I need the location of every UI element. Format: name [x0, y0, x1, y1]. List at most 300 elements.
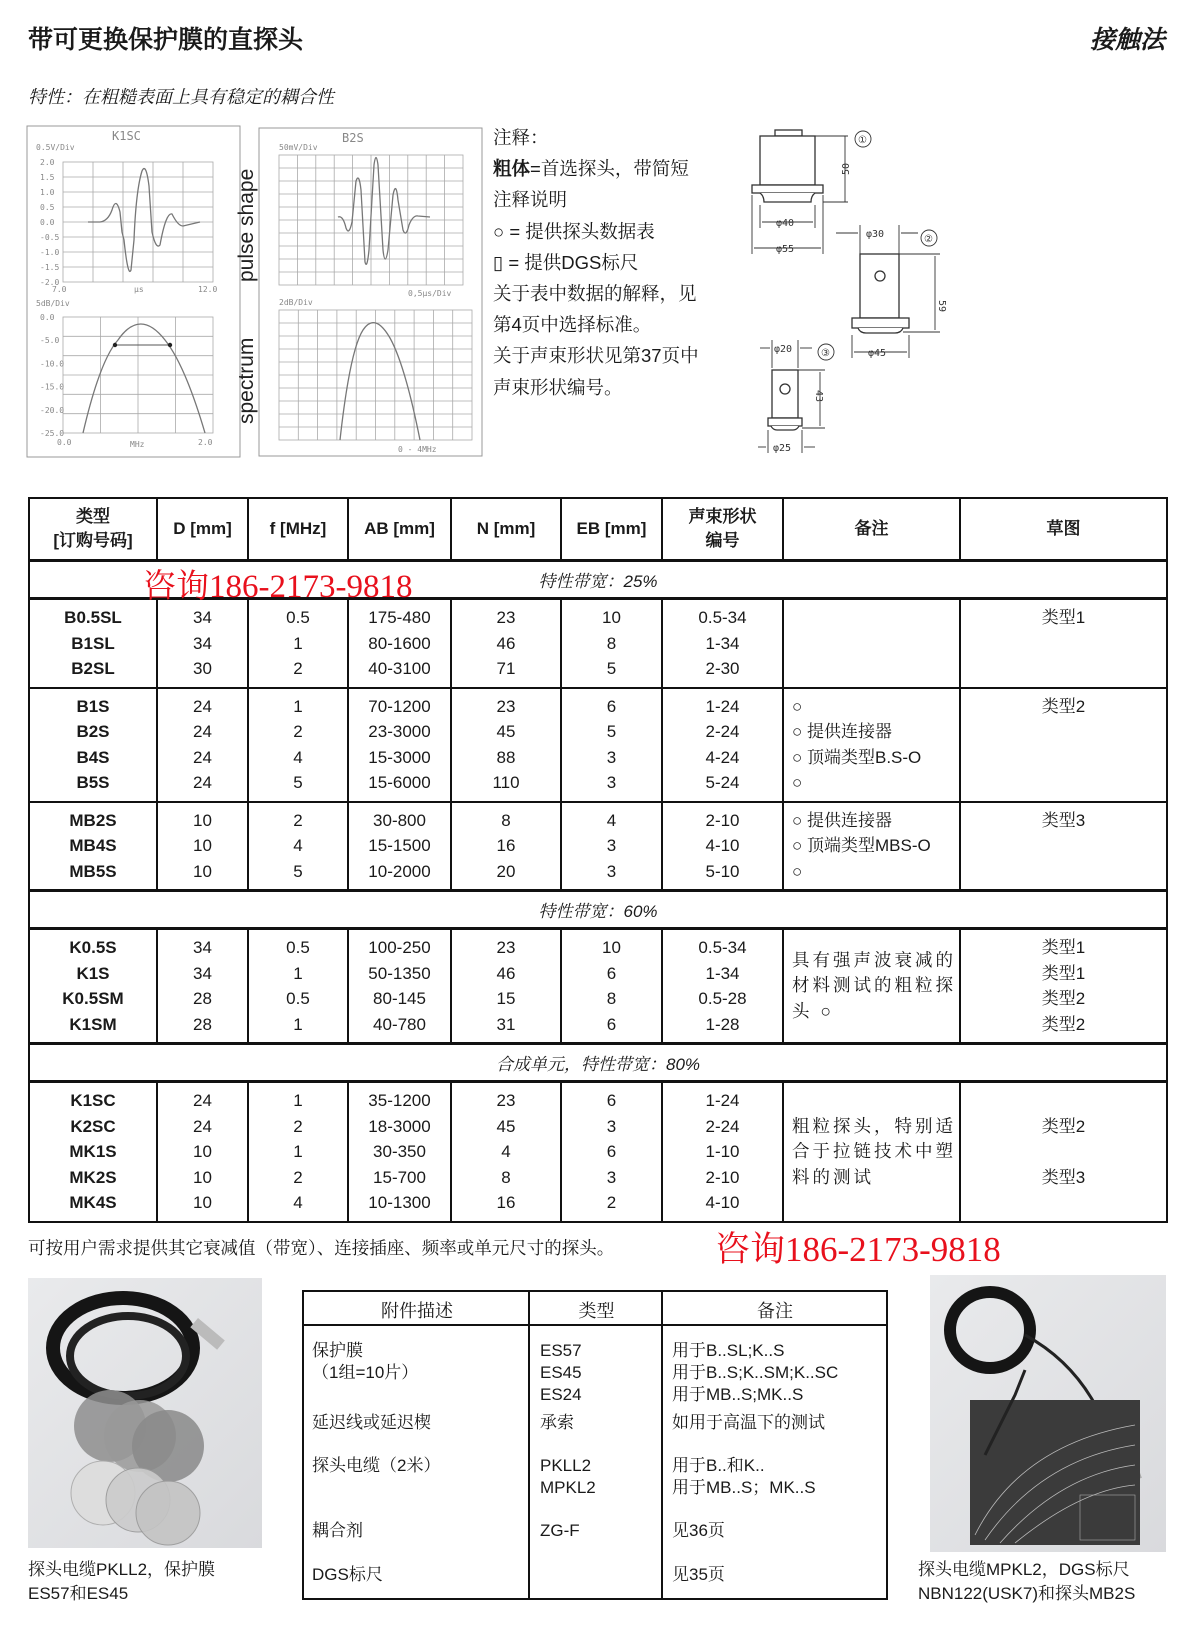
tick-label: -5.0	[40, 336, 60, 346]
accessory-text: 如用于高温下的测试	[672, 1413, 825, 1432]
spec-value: 10-2000	[368, 861, 431, 881]
spec-value: 28	[193, 989, 212, 1008]
photo-cable-and-membranes	[28, 1278, 262, 1548]
contact-watermark: 咨询186-2173-9818	[143, 569, 413, 605]
spec-value: 4	[293, 1193, 303, 1212]
accessory-type	[540, 1455, 596, 1499]
spec-value: 28	[193, 1014, 212, 1034]
accessory-text: 用于B..S;K..SM;K..SC	[672, 1363, 839, 1382]
column-header	[561, 498, 662, 561]
spec-value: 23	[496, 608, 516, 627]
probe-type1-body	[760, 136, 815, 185]
probe-model: B0.5SL	[64, 608, 122, 627]
tick-label: -15.0	[40, 382, 65, 392]
notes-bold-key: 粗体	[493, 158, 531, 180]
spec-value: 2	[293, 1167, 303, 1187]
tick-label: 7.0	[52, 285, 67, 294]
sketch-type: 类型1	[1041, 608, 1086, 627]
spec-value: 2-24	[705, 1116, 740, 1136]
notes-text: =首选探头，带简短	[530, 158, 689, 180]
spec-value: 6	[606, 963, 617, 983]
spec-value: 35-1200	[368, 1091, 431, 1110]
probe-group	[29, 599, 1167, 688]
spec-value: 10	[602, 608, 621, 627]
accessory-text: 用于MB..S;MK..S	[672, 1385, 804, 1404]
spec-value: 10	[193, 861, 212, 881]
column-header-label: EB [mm]	[576, 519, 647, 538]
spec-value: 23	[496, 1091, 516, 1110]
accessory-desc	[312, 1412, 431, 1434]
caption-line: 探头电缆PKLL2，保护膜	[28, 1560, 216, 1579]
photo-cable-and-dgs-scale	[930, 1275, 1166, 1552]
accessory-desc	[312, 1340, 418, 1384]
sketch-cell	[960, 688, 1167, 802]
spec-value: 4	[293, 747, 303, 767]
spec-value: 10	[193, 836, 212, 855]
sketch-type: 类型3	[1041, 810, 1086, 830]
callout-2: ②	[924, 234, 933, 245]
column-header-label: AB [mm]	[364, 519, 435, 538]
tick-label: -1.5	[40, 263, 60, 272]
spec-value: 0.5	[286, 608, 310, 627]
probe-group	[29, 688, 1167, 802]
spec-value: 2	[293, 659, 303, 678]
probe-spec-table	[28, 497, 1168, 1223]
spec-value: 31	[496, 1014, 516, 1034]
chart-right-bottom-unit: 2dB/Div	[279, 298, 313, 307]
notes-text: 注释说明	[493, 189, 568, 211]
tick-label: -1.0	[40, 248, 60, 257]
spec-value: 5-24	[705, 773, 740, 792]
callout-1: ①	[858, 135, 867, 146]
spec-value: 1-34	[705, 963, 740, 983]
spec-value: 0.5-34	[698, 608, 747, 627]
divider	[528, 1292, 530, 1598]
chart-left-title: K1SC	[112, 129, 141, 143]
remarks-text: 具有强声波衰减的材料测试的粗粒探头 ○	[792, 949, 956, 1021]
probe-model: MB4S	[69, 836, 117, 855]
accessory-note	[672, 1455, 816, 1499]
spec-value: 1	[293, 696, 303, 716]
chart-right-freq-range: 0 - 4MHz	[398, 445, 437, 454]
spec-value: 0.5	[286, 938, 310, 957]
sketch-cell	[960, 599, 1167, 688]
remarks-cell	[783, 802, 960, 891]
remarks-text: ○	[792, 696, 803, 716]
spec-value: 40-780	[373, 1014, 426, 1034]
probe-model: K1SM	[69, 1014, 117, 1034]
spec-value: 2-10	[705, 1167, 740, 1187]
tick-label: 0.0	[40, 218, 55, 227]
spec-value: 15-3000	[368, 747, 431, 767]
tick-label: 2.0	[198, 438, 213, 447]
spec-value: 4-10	[705, 836, 740, 855]
chart-left-bandwidth-marker	[168, 343, 172, 347]
tick-label: μs	[134, 285, 144, 294]
accessory-text: ES57	[540, 1341, 582, 1360]
band-label: 特性带宽：25%	[538, 572, 658, 591]
tick-label: MHz	[130, 440, 145, 449]
spec-value: 0.5-34	[698, 938, 747, 957]
sketch-type: 类型1	[1041, 963, 1086, 983]
spec-value: 45	[496, 722, 516, 741]
column-header	[29, 498, 157, 561]
sketch-cell	[960, 802, 1167, 891]
remarks-cell	[783, 929, 960, 1044]
spec-value: 1	[293, 963, 303, 983]
accessory-text: 用于B..SL;K..S	[672, 1341, 785, 1360]
spec-value: 24	[193, 696, 212, 716]
spec-value: 4	[606, 810, 617, 830]
chart-right-pulse-curve	[338, 158, 430, 265]
spec-value: 80-145	[373, 989, 426, 1008]
spec-value: 30-350	[373, 1142, 426, 1161]
accessory-text: DGS标尺	[312, 1565, 383, 1584]
remarks-text: 粗粒探头，特别适合于拉链技术中塑料的测试	[792, 1115, 956, 1187]
tick-label: -2.0	[40, 278, 60, 287]
subtitle: 特性：在粗糙表面上具有稳定的耦合性	[28, 87, 334, 107]
spec-value: 3	[606, 861, 617, 881]
spec-value: 2	[293, 810, 303, 830]
dim-label: φ45	[868, 348, 887, 359]
sketch-type	[961, 1139, 1166, 1165]
tick-label: -20.0	[40, 405, 65, 415]
spec-value: 34	[193, 938, 212, 957]
spec-value: 3	[606, 747, 617, 767]
accessory-desc	[312, 1520, 363, 1542]
spec-value: 2-10	[705, 810, 740, 830]
spec-value: 16	[496, 836, 516, 855]
spec-value: 2	[606, 1193, 617, 1212]
column-header	[451, 498, 561, 561]
tick-label: 1.0	[40, 188, 55, 197]
accessory-text: 承索	[540, 1413, 574, 1432]
remarks-text: ○	[792, 861, 803, 881]
accessory-note	[672, 1564, 725, 1586]
probe-model: MK1S	[69, 1142, 117, 1161]
spec-value: 30	[193, 659, 212, 678]
spec-value: 5	[606, 722, 617, 741]
sketch-cell	[960, 1082, 1167, 1222]
accessory-text: ES24	[540, 1385, 582, 1404]
chart-left-spectrum-curve	[83, 324, 205, 433]
sketch-type: 类型2	[1041, 696, 1086, 716]
notes-text: 声束形状编号。	[493, 376, 623, 398]
probe-model: B2S	[76, 722, 110, 741]
accessory-type	[540, 1340, 582, 1406]
spec-value: 3	[606, 836, 617, 855]
dim-label: 59	[936, 300, 947, 313]
spec-value: 10	[193, 810, 212, 830]
remarks-cell	[783, 688, 960, 802]
col-header-desc: 附件描述	[381, 1301, 453, 1321]
spec-value: 10-1300	[368, 1193, 431, 1212]
tick-label: 0.0	[57, 438, 72, 447]
tick-label: -0.5	[40, 233, 60, 242]
pulse-spectrum-charts	[0, 110, 500, 470]
tick-label: 0.0	[40, 313, 55, 322]
column-header	[783, 498, 960, 561]
sketch-type: 类型2	[1041, 989, 1086, 1008]
spec-value: 8	[501, 810, 511, 830]
spec-value: 24	[193, 747, 212, 767]
column-header-label: f [MHz]	[269, 519, 327, 538]
spec-value: 6	[606, 1142, 617, 1161]
spec-value: 3	[606, 773, 617, 792]
notes-heading: 注释：	[493, 127, 549, 148]
spec-value: 24	[193, 1116, 212, 1136]
accessory-text: 耦合剂	[312, 1521, 363, 1540]
spec-value: 50-1350	[368, 963, 431, 983]
spectrum-label: spectrum	[235, 337, 258, 424]
accessory-note	[672, 1412, 825, 1434]
accessory-text: MPKL2	[540, 1478, 596, 1497]
spec-value: 34	[193, 963, 212, 983]
spec-value: 1-34	[705, 633, 740, 653]
spec-value: 16	[496, 1193, 516, 1212]
dim-label: φ20	[774, 344, 793, 355]
band-label: 合成单元，特性带宽：80%	[495, 1055, 701, 1074]
accessory-text: ES45	[540, 1363, 582, 1382]
probe-model: K1SC	[70, 1091, 116, 1110]
spec-value: 18-3000	[368, 1116, 431, 1136]
accessories-table	[302, 1290, 888, 1600]
spec-value: 6	[606, 696, 617, 716]
column-header-label: D [mm]	[173, 519, 232, 538]
dim-label: 50	[841, 162, 852, 175]
notes-text: 关于表中数据的解释，见	[493, 283, 697, 305]
spec-value: 23	[496, 696, 516, 716]
probe-model: K2SC	[70, 1116, 116, 1136]
spec-value: 110	[492, 773, 520, 792]
tick-label: -10.0	[40, 359, 65, 369]
spec-value: 46	[496, 633, 516, 653]
probe-model: MB2S	[69, 810, 117, 830]
spec-value: 175-480	[368, 608, 431, 627]
custom-probe-note: 可按用户需求提供其它衰减值（带宽）、连接插座、频率或单元尺寸的探头。	[28, 1238, 615, 1258]
column-header	[348, 498, 451, 561]
accessory-text: 见35页	[672, 1565, 725, 1584]
spec-value: 45	[496, 1116, 516, 1136]
spec-value: 5	[606, 659, 617, 678]
probe-model: B1SL	[71, 633, 115, 653]
spec-value: 15-700	[373, 1167, 426, 1187]
column-header-label: 备注	[854, 519, 889, 538]
spec-value: 1	[293, 1142, 303, 1161]
probe-model: MB5S	[69, 861, 117, 881]
spec-value: 1	[293, 1014, 303, 1034]
accessory-text: （1组=10片）	[312, 1363, 419, 1382]
probe-dimension-drawings	[700, 110, 960, 460]
probe-model: K0.5S	[69, 938, 117, 957]
probe-model: K1S	[76, 963, 110, 983]
accessory-text: 保护膜	[312, 1341, 363, 1360]
contact-watermark: 咨询186-2173-9818	[715, 1230, 1001, 1269]
col-header-note: 备注	[757, 1301, 793, 1321]
spec-value: 4-10	[705, 1193, 740, 1212]
chart-right-spectrum-curve	[340, 323, 420, 440]
caption-line: 探头电缆MPKL2，DGS标尺	[918, 1560, 1130, 1579]
spec-value: 4-24	[705, 747, 740, 767]
tick-label: -25.0	[40, 429, 65, 438]
accessory-note	[672, 1340, 838, 1406]
spec-value: 46	[496, 963, 516, 983]
bandwidth-band-row	[29, 561, 1167, 599]
probe-model: K0.5SM	[62, 989, 124, 1008]
probe-group	[29, 802, 1167, 891]
column-header	[960, 498, 1167, 561]
column-header-label: 草图	[1046, 519, 1081, 538]
sketch-type: 类型2	[1041, 1116, 1086, 1136]
pulse-shape-label: pulse shape	[235, 168, 258, 282]
probe-model: B1S	[76, 696, 110, 716]
spec-value: 3	[606, 1116, 617, 1136]
chart-right-title: B2S	[342, 131, 364, 145]
spec-value: 80-1600	[368, 633, 431, 653]
probe-model: MK2S	[69, 1167, 117, 1187]
tick-label: 1.5	[40, 173, 55, 182]
sketch-type: 类型3	[1041, 1167, 1086, 1187]
probe-model: B5S	[76, 773, 110, 792]
spec-value: 88	[496, 747, 516, 767]
spec-value: 23	[496, 938, 516, 957]
spec-value: 34	[193, 608, 212, 627]
callout-3: ③	[821, 348, 830, 359]
spec-value: 0.5-28	[698, 989, 747, 1008]
spec-value: 3	[606, 1167, 617, 1187]
accessory-type	[540, 1520, 580, 1542]
accessory-text: 探头电缆（2米）	[312, 1456, 441, 1475]
spec-value: 2	[293, 1116, 303, 1136]
spec-value: 5-10	[705, 861, 740, 881]
spec-value: 15	[496, 989, 516, 1008]
band-label: 特性带宽：60%	[538, 902, 658, 921]
spec-value: 5	[293, 861, 303, 881]
spec-value: 2-30	[705, 659, 740, 678]
spec-value: 15-1500	[368, 836, 431, 855]
remarks-text: ○ 顶端类型MBS-O	[792, 836, 931, 855]
page-title: 带可更换保护膜的直探头	[28, 26, 304, 54]
sketch-cell	[960, 929, 1167, 1044]
chart-right-top-unit: 50mV/Div	[279, 143, 318, 152]
spec-value: 24	[193, 773, 212, 792]
dim-label: φ55	[776, 244, 795, 255]
spec-value: 1-24	[705, 1091, 740, 1110]
spec-value: 8	[606, 989, 617, 1008]
remarks-text: ○	[792, 773, 803, 792]
col-header-type: 类型	[578, 1301, 615, 1321]
spec-value: 100-250	[368, 938, 431, 957]
column-header	[248, 498, 348, 561]
remarks-text: ○ 顶端类型B.S-O	[792, 747, 922, 767]
spec-value: 2-24	[705, 722, 740, 741]
accessory-text: 用于B..和K..	[672, 1456, 765, 1475]
spec-value: 10	[193, 1142, 212, 1161]
chart-left-top-unit: 0.5V/Div	[36, 143, 75, 152]
spec-value: 1-10	[705, 1142, 740, 1161]
remarks-text: ○ 提供连接器	[792, 722, 892, 741]
sketch-type	[961, 1088, 1166, 1114]
spec-value: 10	[193, 1193, 212, 1212]
notes-text: 关于声束形状见第37页中	[493, 345, 699, 367]
accessory-desc	[312, 1564, 383, 1586]
accessories-header	[304, 1292, 886, 1326]
spec-value: 24	[193, 722, 212, 741]
right-photo-caption	[918, 1558, 1135, 1606]
left-photo-caption	[28, 1558, 215, 1606]
spec-value: 10	[193, 1167, 212, 1187]
bandwidth-band-row	[29, 1044, 1167, 1082]
column-header	[157, 498, 248, 561]
spec-value: 1	[293, 633, 303, 653]
dim-label: 43	[813, 390, 824, 403]
notes-text: ▯ = 提供DGS标尺	[493, 251, 639, 273]
tick-label: 0.5	[40, 203, 55, 212]
probe-group	[29, 1082, 1167, 1222]
dgs-scale-card	[970, 1400, 1140, 1545]
divider	[661, 1292, 663, 1598]
caption-line: ES57和ES45	[28, 1584, 129, 1603]
sketch-type: 类型1	[1041, 938, 1086, 957]
spec-value: 8	[606, 633, 617, 653]
accessory-text: 延迟线或延迟楔	[312, 1413, 431, 1432]
spec-value: 1-28	[705, 1014, 740, 1034]
dim-label: φ40	[776, 218, 795, 229]
chart-right-time-scale: 0,5μs/Div	[408, 289, 452, 298]
spec-value: 1	[293, 1091, 303, 1110]
spec-value: 70-1200	[368, 696, 431, 716]
notes-panel	[493, 122, 699, 403]
spec-value: 10	[602, 938, 621, 957]
accessory-text: 见36页	[672, 1521, 725, 1540]
spec-value: 2	[293, 722, 303, 741]
spec-value: 1-24	[705, 696, 740, 716]
tick-label: 12.0	[198, 285, 218, 294]
sketch-type: 类型2	[1041, 1014, 1086, 1034]
remarks-text: ○ 提供连接器	[792, 810, 892, 830]
probe-type2-body	[860, 254, 899, 318]
caption-line: NBN122(USK7)和探头MB2S	[918, 1584, 1136, 1603]
notes-text: 第4页中选择标准。	[493, 314, 652, 336]
spec-value: 4	[293, 836, 303, 855]
spec-value: 40-3100	[368, 659, 431, 678]
column-header	[662, 498, 783, 561]
tick-label: 2.0	[40, 158, 55, 167]
accessory-text: 用于MB..S；MK..S	[672, 1478, 816, 1497]
spec-value: 15-6000	[368, 773, 431, 792]
spec-value: 30-800	[373, 810, 426, 830]
bandwidth-band-row	[29, 891, 1167, 929]
spec-value: 0.5	[286, 989, 310, 1008]
section-label: 接触法	[1089, 26, 1165, 54]
accessory-text: ZG-F	[540, 1521, 580, 1540]
spec-value: 23-3000	[368, 722, 431, 741]
probe-model: B2SL	[71, 659, 115, 678]
accessory-desc	[312, 1455, 440, 1477]
remarks-cell	[783, 1082, 960, 1222]
spec-value: 4	[501, 1142, 511, 1161]
accessory-type	[540, 1412, 574, 1434]
spec-value: 34	[193, 633, 212, 653]
accessory-text: PKLL2	[540, 1456, 592, 1475]
probe-model: MK4S	[69, 1193, 117, 1212]
dim-label: φ30	[866, 229, 885, 240]
probe-group	[29, 929, 1167, 1044]
spec-value: 20	[496, 861, 516, 881]
spec-value: 6	[606, 1091, 617, 1110]
probe-model: B4S	[76, 747, 110, 767]
notes-text: ○ = 提供探头数据表	[493, 220, 655, 242]
